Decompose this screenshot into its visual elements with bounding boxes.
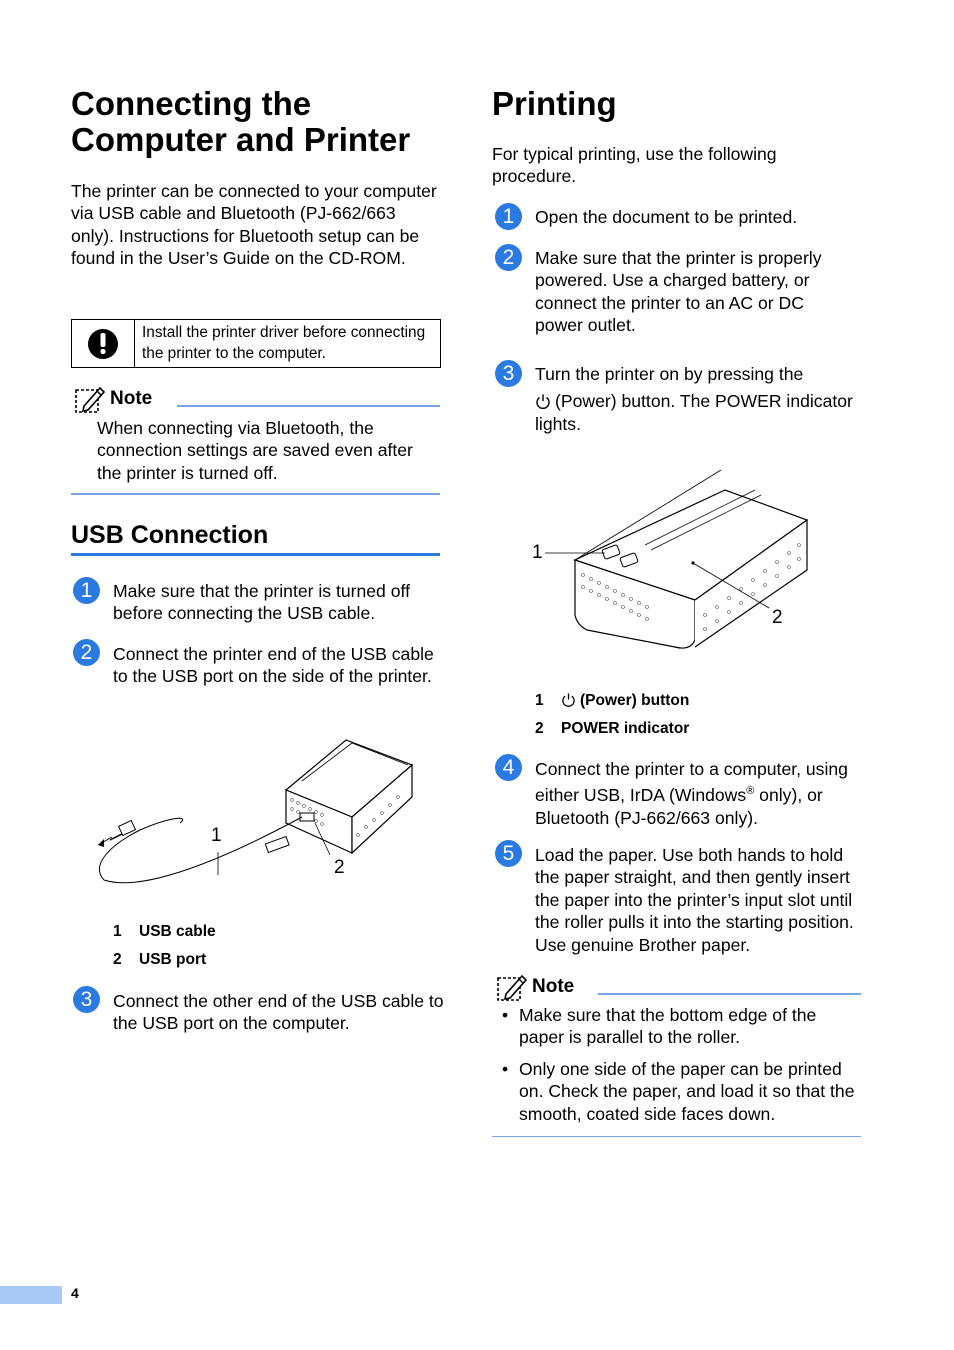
print-step-3-line-b xyxy=(535,390,855,435)
step-number-3: 3 xyxy=(495,360,522,387)
callout-number: 2 xyxy=(535,720,544,737)
note-bullet-1: • Make sure that the bottom edge of the paper is parallel to the roller. xyxy=(502,1005,817,1048)
figure-label-1: 1 xyxy=(211,825,222,846)
callout-power-button xyxy=(535,692,689,710)
callout-usb-port xyxy=(113,951,206,969)
figure-label-1: 1 xyxy=(532,542,543,563)
page-number: 4 xyxy=(71,1285,79,1301)
power-icon xyxy=(561,692,576,707)
section-title-connecting: Connecting the Computer and Printer xyxy=(71,85,411,158)
step-number-4: 4 xyxy=(495,754,522,781)
callout-power-indicator xyxy=(535,720,689,738)
note-heading xyxy=(496,972,574,1002)
print-step-4-text-a: Connect the printer to a computer, using either USB, IrDA (Windows xyxy=(535,759,848,806)
callout-usb-cable xyxy=(113,923,216,941)
figure-label-2: 2 xyxy=(334,857,345,878)
step-number-1: 1 xyxy=(73,577,100,604)
connecting-intro: The printer can be connected to your computer via USB cable and Bluetooth (PJ-662/663 only). Instructions for Bluetooth setup can be found in the User’s Guide on the CD-ROM. xyxy=(71,181,437,269)
registered-mark: ® xyxy=(746,785,755,798)
note-bullet-text: Make sure that the bottom edge of the paper is parallel to the roller. xyxy=(519,1005,817,1048)
usb-step-1-text: Make sure that the printer is turned off before connecting the USB cable. xyxy=(113,581,410,624)
note-text: When connecting via Bluetooth, the connection settings are saved even after the printer is turned off. xyxy=(97,418,413,483)
step-number-5: 5 xyxy=(495,840,522,867)
callout-text: USB cable xyxy=(139,923,216,940)
print-step-5-text: Load the paper. Use both hands to hold the paper straight, and then gently insert the paper into the printer’s input slot until the roller pulls it into the starting position. Use genuine Brother paper. xyxy=(535,845,854,955)
print-step-3-text xyxy=(535,363,855,435)
figure-label-2: 2 xyxy=(772,607,783,628)
note-heading xyxy=(74,384,152,414)
printing-intro: For typical printing, use the following procedure. xyxy=(492,144,777,187)
printer-top-illustration xyxy=(525,465,825,660)
print-step-1-text: Open the document to be printed. xyxy=(535,207,798,227)
usb-port-shape xyxy=(300,813,314,821)
print-step-3-line-a: Turn the printer on by pressing the xyxy=(535,364,804,384)
section-title-printing: Printing xyxy=(492,85,617,122)
printer-usb-illustration xyxy=(90,735,420,895)
usb-step-2-text: Connect the printer end of the USB cable to the USB port on the side of the printer. xyxy=(113,644,434,687)
power-icon xyxy=(535,393,551,409)
note-heading-rule xyxy=(177,405,440,407)
step-number-1: 1 xyxy=(495,203,522,230)
exclamation-icon xyxy=(72,320,134,367)
callout-text: POWER indicator xyxy=(561,720,690,737)
print-step-2-text: Make sure that the printer is properly powered. Use a charged battery, or connect the printer to an AC or DC power outlet. xyxy=(535,248,822,336)
step-number-3: 3 xyxy=(73,986,100,1013)
usb-connection-figure xyxy=(90,735,420,895)
note-pencil-icon xyxy=(496,972,528,1002)
note-pencil-icon xyxy=(74,384,106,414)
usb-connection-heading: USB Connection xyxy=(71,521,269,549)
callout-text: USB port xyxy=(139,951,207,968)
note-bottom-rule xyxy=(71,493,440,495)
note-bullet-2: • Only one side of the paper can be printed on. Check the paper, and load it so that the smooth, coated side faces down. xyxy=(502,1059,855,1124)
callout-number: 1 xyxy=(113,923,122,940)
warning-box xyxy=(71,319,441,368)
step-number-2: 2 xyxy=(495,244,522,271)
note-bullet-text: Only one side of the paper can be printed on. Check the paper, and load it so that the smooth, coated side faces down. xyxy=(519,1059,855,1124)
callout-text: (Power) button xyxy=(580,692,690,709)
note-heading-rule xyxy=(598,993,861,995)
usb-step-3-text: Connect the other end of the USB cable to the USB port on the computer. xyxy=(113,991,444,1034)
print-step-3-text-b: (Power) button. The POWER indicator lights. xyxy=(535,391,853,434)
step-number-2: 2 xyxy=(73,639,100,666)
callout-number: 1 xyxy=(535,692,544,709)
note-label: Note xyxy=(532,976,575,997)
warning-text: Install the printer driver before connecting the printer to the computer. xyxy=(142,324,426,362)
usb-heading-rule xyxy=(71,553,440,556)
warning-icon-cell xyxy=(72,320,135,367)
callout-number: 2 xyxy=(113,951,122,968)
print-step-4-text xyxy=(535,758,865,829)
note-bottom-rule xyxy=(492,1136,861,1137)
print-step-4-text-b: only), or Bluetooth (PJ-662/663 only). xyxy=(535,785,823,828)
page-tab-marker xyxy=(0,1286,62,1304)
printer-power-figure xyxy=(525,465,825,660)
note-label: Note xyxy=(110,388,153,409)
